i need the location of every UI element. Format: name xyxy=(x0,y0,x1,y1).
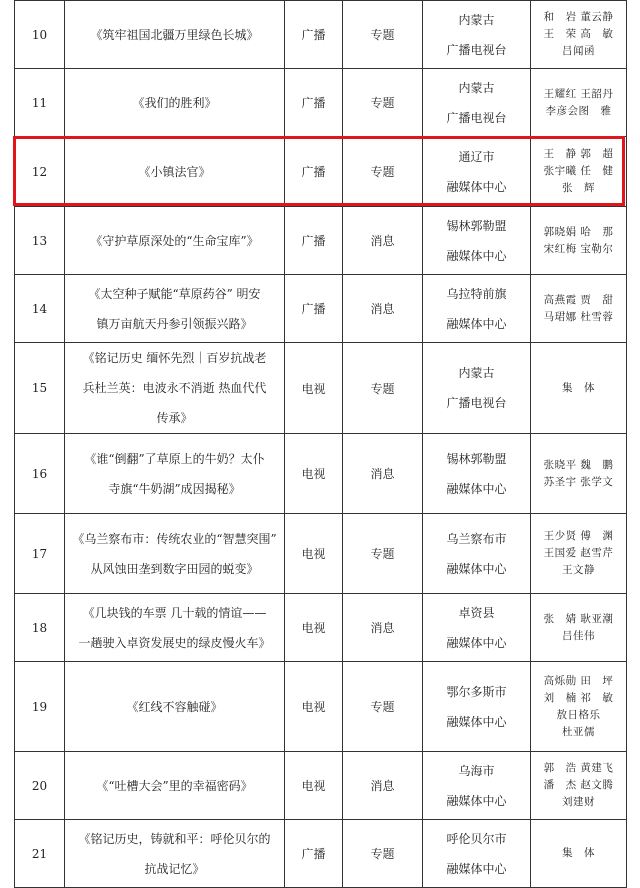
cell-line: 《铭记历史 缅怀先烈｜百岁抗战老 xyxy=(82,351,267,365)
cell-line: 锡林郭勒盟 xyxy=(446,451,507,466)
organization-cell xyxy=(423,434,531,514)
cell-line: 《铭记历史，铸就和平：呼伦贝尔的 xyxy=(78,831,271,846)
cell-line: 郭 浩 黄建飞 xyxy=(543,762,614,774)
cell-line: 《我们的胜利》 xyxy=(132,95,217,110)
table-row xyxy=(15,752,627,820)
authors-cell xyxy=(531,69,627,137)
cell-line: 《乌兰察布市：传统农业的“智慧突围” xyxy=(72,531,277,546)
cell-line: 广播电视台 xyxy=(446,396,507,410)
cell-line: 内蒙古 xyxy=(458,366,495,380)
organization-cell xyxy=(423,207,531,275)
cell-line: 王少贤 傅 渊 xyxy=(543,530,614,542)
cell-line: 集 体 xyxy=(562,381,595,394)
work-title-cell xyxy=(65,275,285,343)
work-title-cell xyxy=(65,137,285,207)
category-cell: 专题 xyxy=(343,662,423,752)
awards-table xyxy=(14,0,627,888)
table-row xyxy=(15,662,627,752)
organization-cell xyxy=(423,137,531,207)
cell-line: 融媒体中心 xyxy=(446,793,507,808)
cell-line: 内蒙古 xyxy=(458,80,495,95)
media-type-cell: 电视 xyxy=(285,662,343,752)
cell-line: 吕闻函 xyxy=(562,45,595,57)
cell-line: 兵杜兰英：电波永不消逝 热血代代 xyxy=(82,381,267,395)
table-row xyxy=(15,343,627,434)
cell-line: 郭晓娟 哈 那 xyxy=(543,225,614,238)
media-type-cell: 广播 xyxy=(285,1,343,69)
authors-cell xyxy=(531,275,627,343)
organization-cell xyxy=(423,275,531,343)
row-number-cell: 18 xyxy=(15,594,65,662)
cell-line: 融媒体中心 xyxy=(446,248,507,263)
cell-line: 杜亚儒 xyxy=(562,725,595,738)
row-number-cell: 19 xyxy=(15,662,65,752)
organization-cell xyxy=(423,662,531,752)
media-type-cell: 广播 xyxy=(285,137,343,207)
cell-line: 通辽市 xyxy=(458,149,495,164)
cell-line: 王 荣 高 敏 xyxy=(543,28,614,40)
cell-line: 王国爱 赵雪芹 xyxy=(543,547,614,559)
cell-line: 《太空种子赋能“草原药谷” 明安 xyxy=(88,286,261,301)
cell-line: 张宇曦 任 健 xyxy=(543,165,614,177)
authors-cell xyxy=(531,514,627,594)
category-cell: 消息 xyxy=(343,207,423,275)
cell-line: 《谁“倒翻”了草原上的牛奶？太仆 xyxy=(84,451,265,466)
cell-line: 锡林郭勒盟 xyxy=(446,218,507,233)
authors-cell xyxy=(531,137,627,207)
table-row xyxy=(15,434,627,514)
work-title-cell xyxy=(65,434,285,514)
cell-line: 《红线不容触碰》 xyxy=(126,699,223,714)
cell-line: 高烁勋 田 坪 xyxy=(543,674,614,687)
cell-line: 王 静 郭 超 xyxy=(543,148,614,160)
cell-line: 呼伦贝尔市 xyxy=(446,831,507,846)
organization-cell xyxy=(423,820,531,888)
table-row xyxy=(15,820,627,888)
cell-line: 和 岩 董云静 xyxy=(543,11,614,23)
cell-line: 融媒体中心 xyxy=(446,861,507,876)
table-row xyxy=(15,514,627,594)
media-type-cell: 广播 xyxy=(285,275,343,343)
cell-line: 广播电视台 xyxy=(446,110,507,125)
cell-line: 融媒体中心 xyxy=(446,635,507,650)
work-title-cell xyxy=(65,207,285,275)
cell-line: 集 体 xyxy=(562,847,595,859)
cell-line: 鄂尔多斯市 xyxy=(446,684,507,699)
authors-cell xyxy=(531,594,627,662)
cell-line: 《守护草原深处的“生命宝库”》 xyxy=(90,233,259,248)
row-number-cell: 10 xyxy=(15,1,65,69)
cell-line: 刘建财 xyxy=(562,796,595,808)
organization-cell xyxy=(423,69,531,137)
organization-cell xyxy=(423,752,531,820)
cell-line: 镇万亩航天丹参引领振兴路》 xyxy=(96,316,253,331)
media-type-cell: 电视 xyxy=(285,514,343,594)
work-title-cell xyxy=(65,69,285,137)
cell-line: 王耀红 王韶丹 xyxy=(543,87,614,100)
table-row xyxy=(15,207,627,275)
cell-line: 《小镇法官》 xyxy=(138,164,211,179)
authors-cell xyxy=(531,820,627,888)
cell-line: 传承》 xyxy=(156,411,193,425)
cell-line: 宋红梅 宝勒尔 xyxy=(543,242,614,255)
work-title-cell xyxy=(65,752,285,820)
organization-cell xyxy=(423,594,531,662)
media-type-cell: 电视 xyxy=(285,434,343,514)
cell-line: 刘 楠 祁 敏 xyxy=(543,691,614,704)
cell-line: 寺旗“牛奶湖”成因揭秘》 xyxy=(108,481,241,496)
cell-line: 从风蚀田垄到数字田园的蜕变》 xyxy=(90,561,259,576)
work-title-cell xyxy=(65,1,285,69)
authors-cell xyxy=(531,752,627,820)
category-cell: 专题 xyxy=(343,820,423,888)
category-cell: 消息 xyxy=(343,275,423,343)
cell-line: 李彦会图 雅 xyxy=(545,104,612,117)
cell-line: 敖日格乐 xyxy=(556,708,601,721)
work-title-cell xyxy=(65,662,285,752)
category-cell: 专题 xyxy=(343,514,423,594)
media-type-cell: 广播 xyxy=(285,820,343,888)
cell-line: 张 婧 耿亚潮 xyxy=(543,612,614,625)
cell-line: 王文静 xyxy=(562,564,595,576)
authors-cell xyxy=(531,434,627,514)
row-number-cell: 12 xyxy=(15,137,65,207)
cell-line: 广播电视台 xyxy=(446,42,507,57)
category-cell: 专题 xyxy=(343,69,423,137)
cell-line: 潘 杰 赵文腾 xyxy=(543,779,614,791)
cell-line: 《筑牢祖国北疆万里绿色长城》 xyxy=(90,27,259,42)
cell-line: 卓资县 xyxy=(458,605,495,620)
cell-line: 乌海市 xyxy=(458,763,495,778)
row-number-cell: 14 xyxy=(15,275,65,343)
cell-line: 吕佳伟 xyxy=(562,629,595,642)
category-cell: 消息 xyxy=(343,594,423,662)
cell-line: 高燕霞 贾 甜 xyxy=(543,293,614,306)
media-type-cell: 广播 xyxy=(285,207,343,275)
cell-line: 融媒体中心 xyxy=(446,481,507,496)
row-number-cell: 15 xyxy=(15,343,65,434)
row-number-cell: 21 xyxy=(15,820,65,888)
cell-line: 融媒体中心 xyxy=(446,179,507,194)
row-number-cell: 16 xyxy=(15,434,65,514)
cell-line: 乌兰察布市 xyxy=(446,531,507,546)
table-row xyxy=(15,69,627,137)
media-type-cell: 电视 xyxy=(285,343,343,434)
table-row xyxy=(15,594,627,662)
organization-cell xyxy=(423,343,531,434)
category-cell: 消息 xyxy=(343,434,423,514)
cell-line: 张晓平 魏 鹏 xyxy=(543,458,614,471)
table-row xyxy=(15,1,627,69)
organization-cell xyxy=(423,1,531,69)
category-cell: 专题 xyxy=(343,343,423,434)
authors-cell xyxy=(531,662,627,752)
authors-cell xyxy=(531,207,627,275)
cell-line: 一趟驶入卓资发展史的绿皮慢火车》 xyxy=(78,635,271,650)
cell-line: 融媒体中心 xyxy=(446,714,507,729)
work-title-cell xyxy=(65,820,285,888)
authors-cell xyxy=(531,1,627,69)
table-row xyxy=(15,275,627,343)
cell-line: 乌拉特前旗 xyxy=(446,286,507,301)
category-cell: 消息 xyxy=(343,752,423,820)
work-title-cell xyxy=(65,343,285,434)
cell-line: 抗战记忆》 xyxy=(144,861,205,876)
row-number-cell: 13 xyxy=(15,207,65,275)
cell-line: 融媒体中心 xyxy=(446,316,507,331)
cell-line: 《“吐槽大会”里的幸福密码》 xyxy=(96,778,253,793)
category-cell: 专题 xyxy=(343,1,423,69)
cell-line: 苏圣宇 张学文 xyxy=(543,475,614,488)
table-body xyxy=(15,1,627,888)
work-title-cell xyxy=(65,514,285,594)
authors-cell xyxy=(531,343,627,434)
media-type-cell: 电视 xyxy=(285,752,343,820)
row-number-cell: 17 xyxy=(15,514,65,594)
cell-line: 《几块钱的车票 几十载的情谊—— xyxy=(82,605,267,620)
cell-line: 马珺娜 杜雪蓉 xyxy=(543,310,614,323)
row-number-cell: 11 xyxy=(15,69,65,137)
media-type-cell: 电视 xyxy=(285,594,343,662)
cell-line: 融媒体中心 xyxy=(446,561,507,576)
media-type-cell: 广播 xyxy=(285,69,343,137)
table-row xyxy=(15,137,627,207)
row-number-cell: 20 xyxy=(15,752,65,820)
category-cell: 专题 xyxy=(343,137,423,207)
cell-line: 张 辉 xyxy=(562,182,595,194)
organization-cell xyxy=(423,514,531,594)
cell-line: 内蒙古 xyxy=(458,12,495,27)
work-title-cell xyxy=(65,594,285,662)
